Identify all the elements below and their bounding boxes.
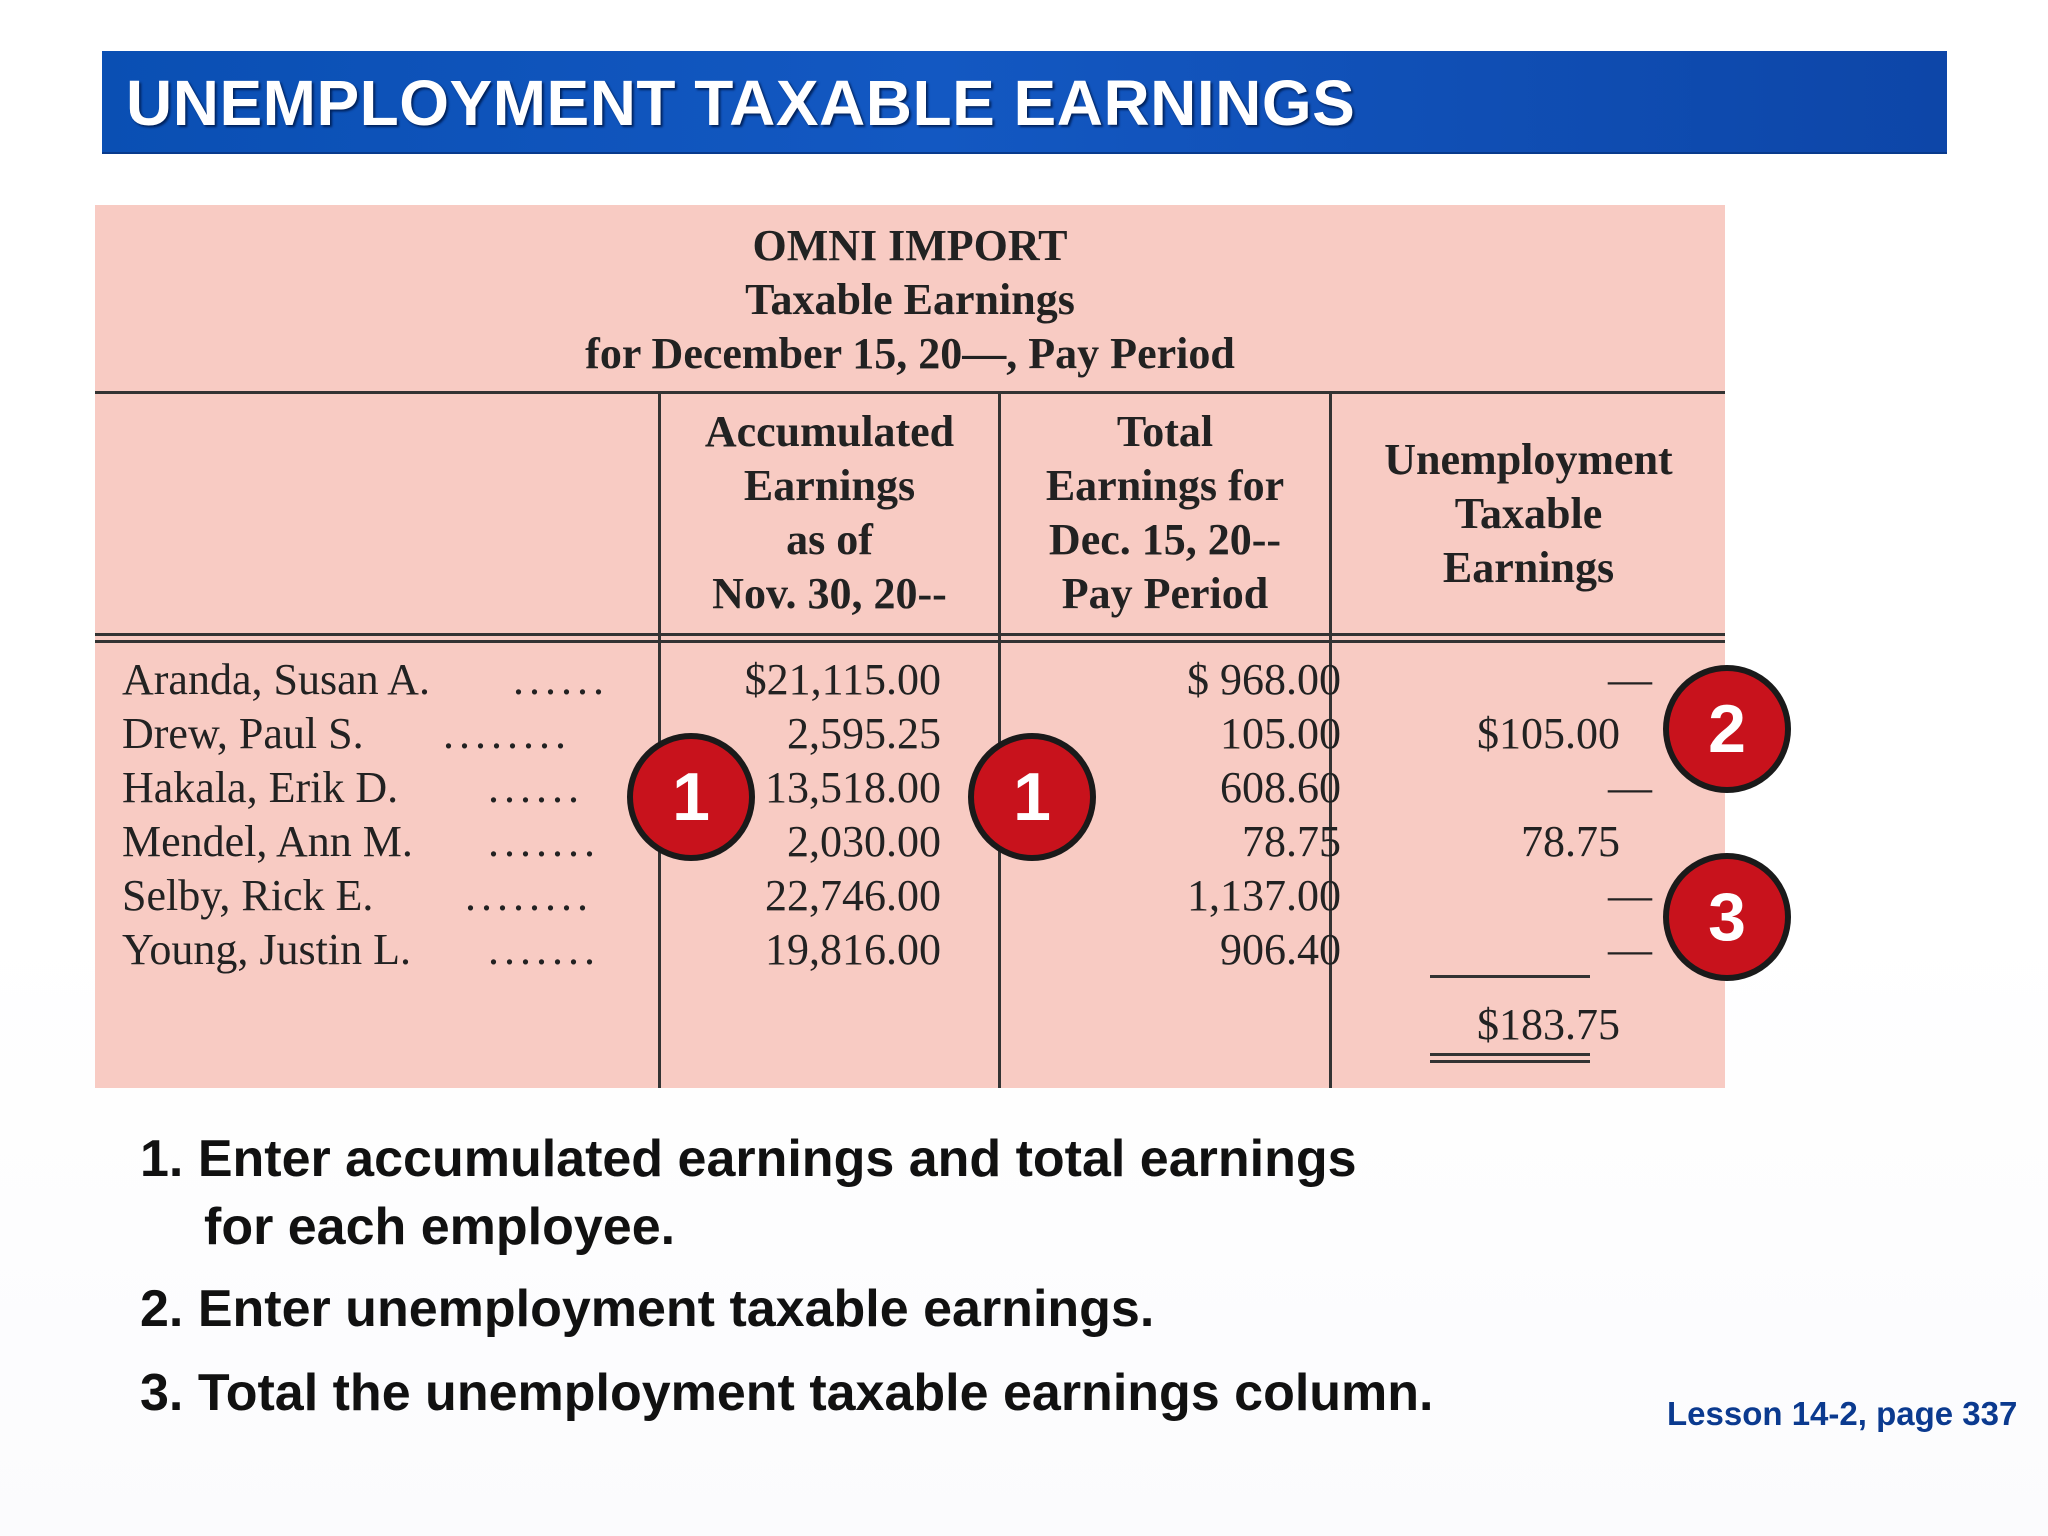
total-earnings: 608.60 xyxy=(1220,763,1341,812)
leader-dots: ...... xyxy=(513,655,609,704)
column-head-rule-bottom xyxy=(95,640,1725,643)
employee-name: Selby, Rick E. xyxy=(122,871,374,920)
column-head-accumulated xyxy=(661,405,998,621)
column-head-line: as of xyxy=(786,515,873,564)
step-3-badge: 3 xyxy=(1663,853,1791,981)
column-head-rule-top xyxy=(95,633,1725,636)
accumulated-earnings: 2,030.00 xyxy=(787,817,941,866)
step-2-badge: 2 xyxy=(1663,665,1791,793)
employee-name: Mendel, Ann M. xyxy=(122,817,413,866)
leader-dots: ...... xyxy=(488,763,584,812)
unemployment-taxable: — xyxy=(1608,763,1652,812)
accumulated-earnings: 22,746.00 xyxy=(765,871,941,920)
report-period: for December 15, 20—, Pay Period xyxy=(585,329,1235,378)
total-double-rule xyxy=(1430,1053,1590,1056)
company-name: OMNI IMPORT xyxy=(752,221,1068,270)
column-head-line: Nov. 30, 20-- xyxy=(712,569,947,618)
step-1-text: 1. Enter accumulated earnings and total earnings xyxy=(140,1130,1357,1188)
step-1-text-continued: for each employee. xyxy=(204,1198,676,1256)
unemployment-taxable: — xyxy=(1608,925,1652,974)
total-earnings: 105.00 xyxy=(1220,709,1341,758)
total-earnings: 78.75 xyxy=(1242,817,1341,866)
column-head-line: Earnings xyxy=(1442,543,1615,592)
leader-dots: ........ xyxy=(443,709,571,758)
unemployment-taxable: — xyxy=(1608,871,1652,920)
total-double-rule xyxy=(1430,1060,1590,1063)
step-3-text: 3. Total the unemployment taxable earnings column. xyxy=(140,1364,1434,1422)
form-header xyxy=(95,205,1725,393)
total-single-rule xyxy=(1430,975,1590,978)
column-head-line: Taxable xyxy=(1454,489,1603,538)
column-head-unemployment xyxy=(1332,433,1725,595)
leader-dots: ........ xyxy=(465,871,593,920)
step-2-text: 2. Enter unemployment taxable earnings. xyxy=(140,1280,1155,1338)
unemployment-value: $105.00 xyxy=(1477,709,1620,758)
accumulated-earnings: 13,518.00 xyxy=(765,763,941,812)
column-head-line: Dec. 15, 20-- xyxy=(1048,515,1282,564)
accumulated-earnings: $21,115.00 xyxy=(744,655,941,704)
leader-dots: ....... xyxy=(488,817,600,866)
column-head-line: Accumulated xyxy=(704,407,955,456)
column-head-total xyxy=(1001,405,1329,621)
column-head-line: Pay Period xyxy=(1061,569,1269,618)
employee-name: Young, Justin L. xyxy=(122,925,411,974)
total-earnings: 906.40 xyxy=(1220,925,1341,974)
column-head-line: Earnings xyxy=(743,461,916,510)
taxable-earnings-form xyxy=(95,205,1725,1088)
slide-title: UNEMPLOYMENT TAXABLE EARNINGS xyxy=(126,67,1356,139)
lesson-reference: Lesson 14-2, page 337 xyxy=(1667,1395,2018,1432)
header-rule xyxy=(95,391,1725,394)
employee-name: Aranda, Susan A. xyxy=(122,655,430,704)
unemployment-value: 78.75 xyxy=(1521,817,1620,866)
unemployment-taxable: — xyxy=(1608,655,1652,704)
accumulated-earnings: 19,816.00 xyxy=(765,925,941,974)
column-head-line: Unemployment xyxy=(1384,435,1673,484)
employee-name: Drew, Paul S. xyxy=(122,709,364,758)
total-earnings: 1,137.00 xyxy=(1187,871,1341,920)
report-title: Taxable Earnings xyxy=(745,275,1075,324)
employee-name: Hakala, Erik D. xyxy=(122,763,399,812)
column-head-line: Earnings for xyxy=(1045,461,1285,510)
accumulated-earnings: 2,595.25 xyxy=(787,709,941,758)
step-1-badge: 1 xyxy=(968,733,1096,861)
step-1-badge: 1 xyxy=(627,733,755,861)
total-earnings: $ 968.00 xyxy=(1187,655,1341,704)
total-value: $183.75 xyxy=(1477,1000,1620,1049)
column-head-line: Total xyxy=(1116,407,1214,456)
leader-dots: ....... xyxy=(488,925,600,974)
